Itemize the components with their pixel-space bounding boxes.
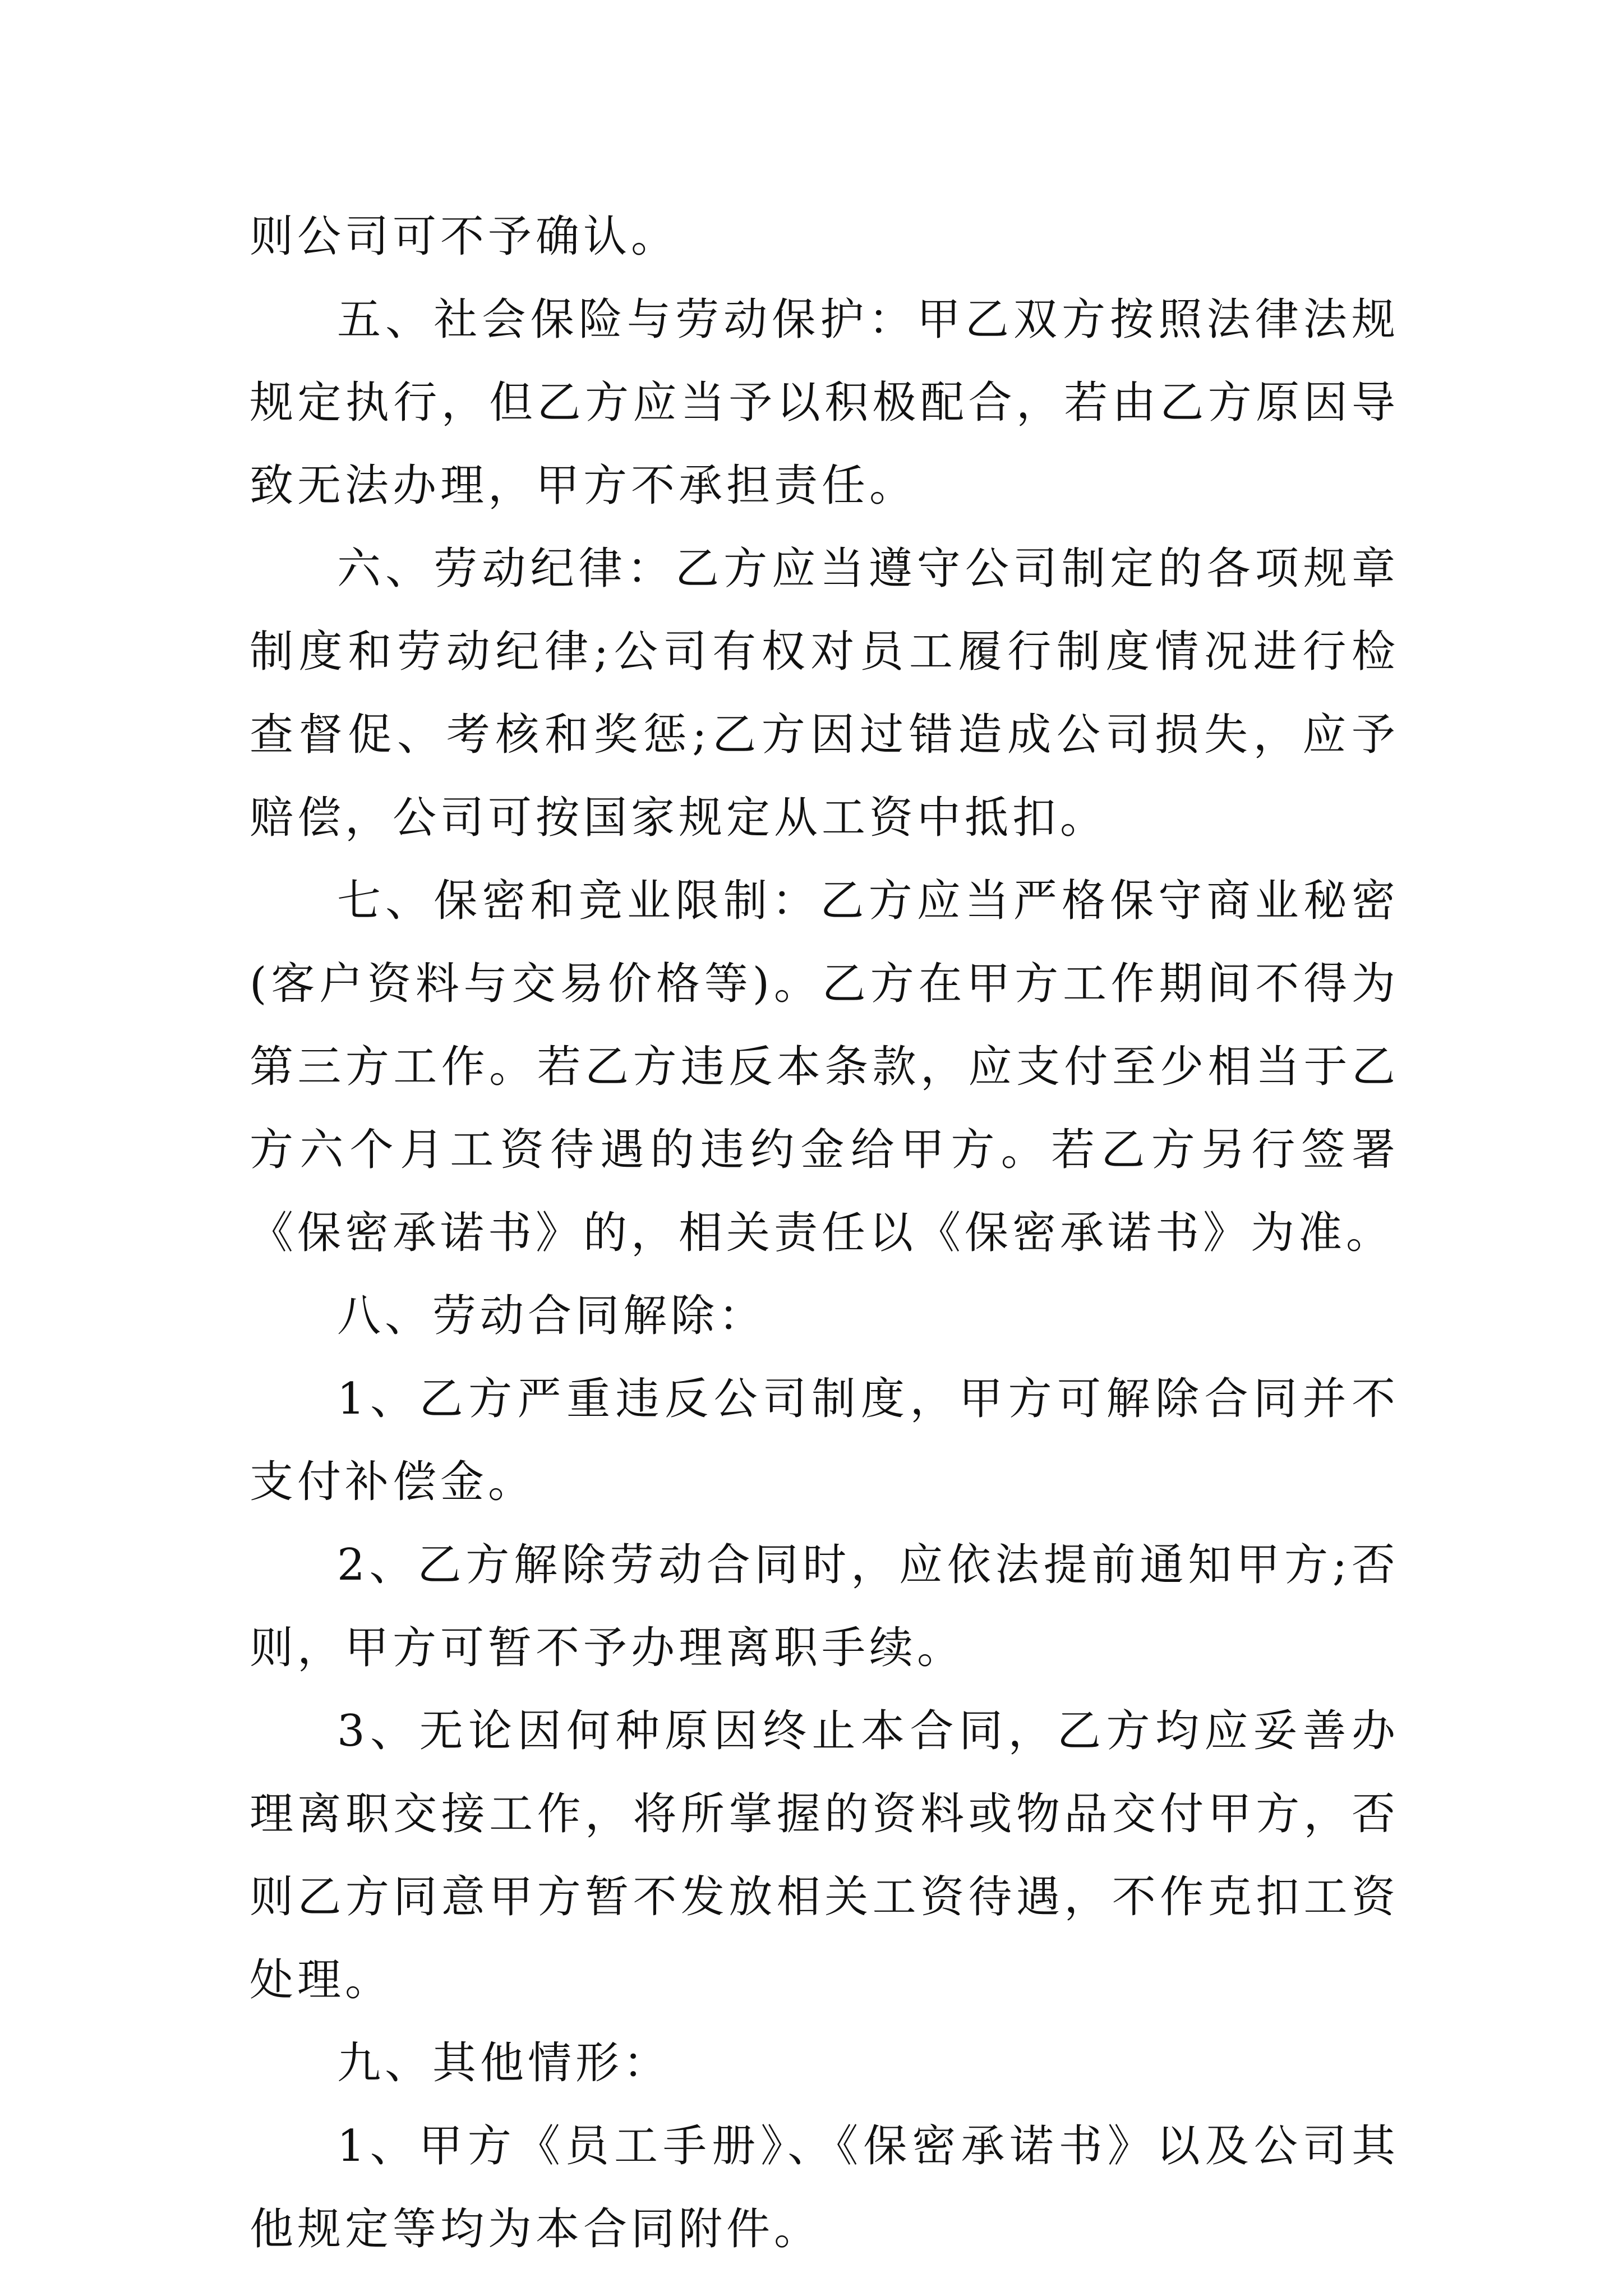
paragraph-clause-8-item-3: 3、无论因何种原因终止本合同，乙方均应妥善办理离职交接工作，将所掌握的资料或物品交付甲方，否则乙方同意甲方暂不发放相关工资待遇，不作克扣工资处理。 xyxy=(250,1706,1399,2005)
paragraph-clause-8-heading: 八、劳动合同解除： xyxy=(337,1291,767,1341)
paragraph-clause-9-item-1: 1、甲方《员工手册》、《保密承诺书》以及公司其他规定等均为本合同附件。 xyxy=(250,2121,1399,2254)
paragraph-clause-5: 五、社会保险与劳动保护：甲乙双方按照法律法规规定执行，但乙方应当予以积极配合，若由乙方原因导致无法办理，甲方不承担责任。 xyxy=(250,295,1399,511)
paragraph-clause-9-heading: 九、其他情形： xyxy=(337,2038,671,2088)
paragraph-clause-8-item-1: 1、乙方严重违反公司制度，甲方可解除合同并不支付补偿金。 xyxy=(250,1374,1399,1507)
paragraph-continuation: 则公司可不予确认。 xyxy=(250,211,679,262)
paragraph-clause-7: 七、保密和竞业限制：乙方应当严格保守商业秘密(客户资料与交易价格等)。乙方在甲方工作期间不得为第三方工作。若乙方违反本条款，应支付至少相当于乙方六个月工资待遇的违约金给甲方。若乙方另行签署《保密承诺书》的，相关责任以《保密承诺书》为准。 xyxy=(250,876,1399,1258)
paragraph-clause-8-item-2: 2、乙方解除劳动合同时，应依法提前通知甲方;否则，甲方可暂不予办理离职手续。 xyxy=(250,1540,1399,1673)
paragraph-clause-6: 六、劳动纪律：乙方应当遵守公司制定的各项规章制度和劳动纪律;公司有权对员工履行制度情况进行检查督促、考核和奖惩;乙方因过错造成公司损失，应予赔偿，公司可按国家规定从工资中抵扣。 xyxy=(250,544,1399,843)
document-body xyxy=(250,195,1399,2271)
